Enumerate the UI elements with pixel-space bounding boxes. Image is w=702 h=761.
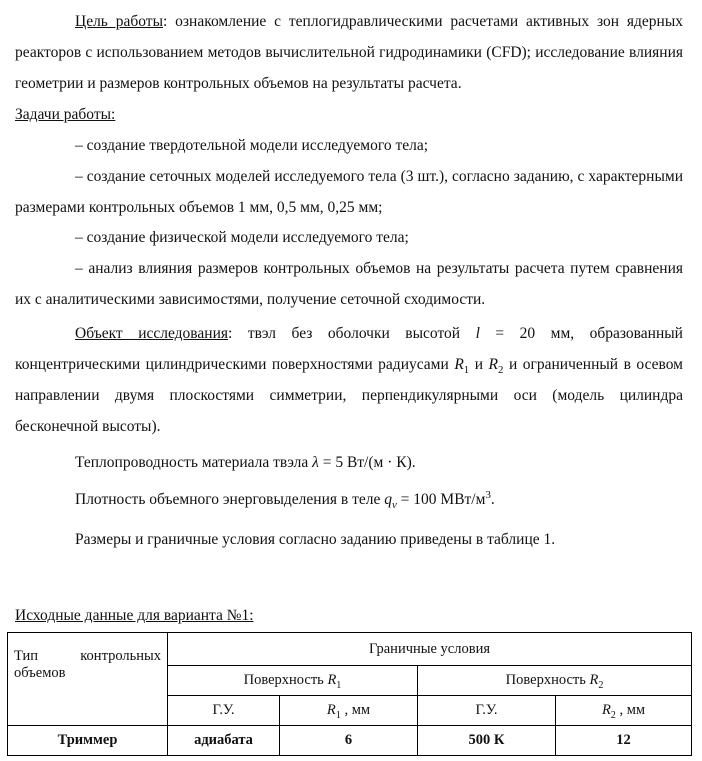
surface-label: Поверхность <box>243 672 328 688</box>
density-end: . <box>490 491 495 508</box>
radius-subscript: 1 <box>463 364 470 377</box>
goal-label: Цель работы <box>75 13 163 30</box>
object-text: : твэл без оболочки высотой <box>228 325 476 342</box>
control-volume-type-header: Тип контрольных объемов <box>8 633 168 726</box>
unit-label: , мм <box>340 702 371 718</box>
task-item: – создание физической модели исследуемого тела; <box>75 229 409 246</box>
conductivity-line <box>15 447 683 478</box>
radius-symbol: R <box>326 702 336 718</box>
bc-type-header: Г.У. <box>418 696 556 726</box>
table-caption <box>15 600 683 631</box>
goal-text: : ознакомление с теплогидравлическими расчетами активных зон ядерных реакторов с использованием методов вычислительной гидродинамики (CFD); исследование влияния геометрии и размеров контрольных объемов на результаты расчета. <box>15 13 683 92</box>
table-header-row <box>8 633 692 666</box>
surface-label: Поверхность <box>505 672 590 688</box>
radius-subscript: 2 <box>610 709 616 721</box>
r2-cell: 12 <box>556 726 692 756</box>
density-exponent: 3 <box>485 488 491 501</box>
object-text: и ограниченный в осевом направлении двумя плоскостями симметрии, перпендикулярными оси (модель цилиндра бесконечной высоты). <box>15 356 683 435</box>
goal-paragraph <box>15 6 683 99</box>
density-text: Плотность объемного энерговыделения в теле <box>75 491 385 508</box>
task-item: – анализ влияния размеров контрольных объемов на результаты расчета путем сравнения их с аналитическими зависимостями, получение сеточной сходимости. <box>15 260 683 308</box>
task-item: – создание сеточных моделей исследуемого тела (3 шт.), согласно заданию, с характерными размерами контрольных объемов 1 мм, 0,5 мм, 0,25 мм; <box>15 168 683 216</box>
r1-size-header <box>280 696 418 726</box>
radius-symbol: R <box>589 672 599 688</box>
object-text: мм, образованный концентрическими цилиндрическими поверхностями радиусами <box>15 325 683 373</box>
radius-symbol: R <box>601 702 611 718</box>
q-symbol: q <box>384 491 392 508</box>
density-line <box>15 484 683 515</box>
conductivity-value: = 5 Вт/(м · К). <box>318 454 416 471</box>
type-cell: Триммер <box>8 726 168 756</box>
density-value: = 100 МВт/м <box>396 491 486 508</box>
boundary-conditions-header: Граничные условия <box>168 633 692 666</box>
conductivity-text: Теплопроводность материала твэла <box>75 454 313 471</box>
radius-symbol: R <box>454 356 464 373</box>
table-caption-text: Исходные данные для варианта №1: <box>15 607 254 624</box>
bc2-cell: 500 К <box>418 726 556 756</box>
task-item: – создание твердотельной модели исследуемого тела; <box>75 137 429 154</box>
radius-subscript: 2 <box>598 679 604 691</box>
tasks-heading <box>15 99 683 130</box>
surface-r2-header <box>418 666 692 696</box>
object-label: Объект исследования <box>75 325 229 342</box>
object-paragraph <box>15 318 683 442</box>
r2-size-header <box>556 696 692 726</box>
radius-symbol: R <box>488 356 499 373</box>
radius-subscript: 2 <box>498 364 504 377</box>
height-symbol: l <box>475 325 480 342</box>
radius-subscript: 1 <box>336 679 342 691</box>
height-value: = 20 <box>479 325 536 342</box>
r1-cell: 6 <box>280 726 418 756</box>
object-text: и <box>469 356 489 373</box>
table-row <box>8 726 692 756</box>
bc-type-header: Г.У. <box>168 696 280 726</box>
unit-label: , мм <box>615 702 646 718</box>
q-subscript: v <box>391 499 397 512</box>
bc1-cell: адиабата <box>168 726 280 756</box>
lambda-symbol: λ <box>312 454 319 471</box>
radius-subscript: 1 <box>335 709 341 721</box>
data-table <box>7 632 692 756</box>
tasks-label: Задачи работы: <box>15 106 116 123</box>
radius-symbol: R <box>327 672 337 688</box>
surface-r1-header <box>168 666 418 696</box>
sizes-text: Размеры и граничные условия согласно заданию приведены в таблице 1. <box>75 531 556 548</box>
